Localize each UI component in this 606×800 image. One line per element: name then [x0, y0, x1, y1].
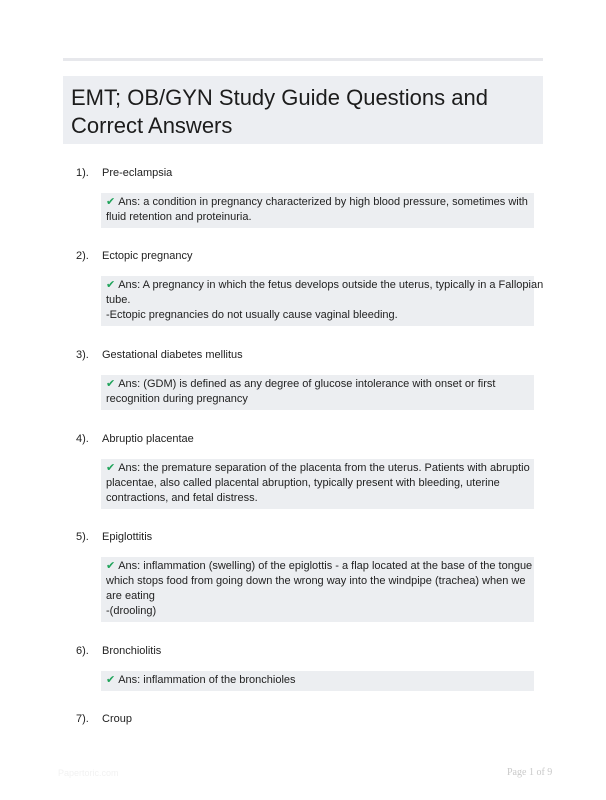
- answer-text: contractions, and fetal distress.: [106, 492, 258, 504]
- title-line: EMT; OB/GYN Study Guide Questions and: [71, 85, 488, 110]
- answer-text: fluid retention and proteinuria.: [106, 211, 252, 223]
- answer-box: [101, 276, 544, 326]
- question-number: 2).: [76, 250, 89, 262]
- qa-item: [76, 349, 536, 410]
- answer-text: Ans: the premature separation of the placenta from the uterus. Patients with abruptio: [118, 462, 530, 474]
- qa-item: [76, 167, 536, 228]
- answer-text: -Ectopic pregnancies do not usually cause vaginal bleeding.: [106, 309, 398, 321]
- answer-text: Ans: inflammation (swelling) of the epiglottis - a flap located at the base of the tongue: [118, 560, 533, 572]
- answer-text: placentae, also called placental abruption, typically present with bleeding, uterine: [106, 477, 500, 489]
- answer-text: Ans: inflammation of the bronchioles: [118, 674, 296, 686]
- question-term: Bronchiolitis: [102, 645, 162, 657]
- question-number: 7).: [76, 713, 89, 725]
- title-line: Correct Answers: [71, 113, 233, 138]
- answer-text: -(drooling): [106, 605, 157, 617]
- question-number: 6).: [76, 645, 89, 657]
- question-term: Ectopic pregnancy: [102, 250, 193, 262]
- question-term: Abruptio placentae: [102, 433, 194, 445]
- question-number: 4).: [76, 433, 89, 445]
- answer-box: [101, 459, 534, 509]
- question-term: Croup: [102, 713, 132, 725]
- question-number: 1).: [76, 167, 89, 179]
- check-icon: ✔: [106, 462, 116, 474]
- question-term: Pre-eclampsia: [102, 167, 173, 179]
- question-term: Gestational diabetes mellitus: [102, 349, 243, 361]
- question-number: 5).: [76, 531, 89, 543]
- check-icon: ✔: [106, 378, 116, 390]
- page-title: [71, 84, 535, 140]
- qa-item: [76, 645, 536, 691]
- answer-text: Ans: a condition in pregnancy characterized by high blood pressure, sometimes with: [118, 196, 528, 208]
- answer-text: recognition during pregnancy: [106, 393, 248, 405]
- answer-box: [101, 375, 534, 410]
- question-term: Epiglottitis: [102, 531, 153, 543]
- answer-text: Ans: (GDM) is defined as any degree of glucose intolerance with onset or first: [118, 378, 496, 390]
- check-icon: ✔: [106, 560, 116, 572]
- answer-text: which stops food from going down the wrong way into the windpipe (trachea) when we: [106, 575, 526, 587]
- check-icon: ✔: [106, 674, 116, 686]
- title-banner: [63, 76, 543, 144]
- answer-text: Ans: A pregnancy in which the fetus develops outside the uterus, typically in a Fallopian: [118, 279, 544, 291]
- answer-text: tube.: [106, 294, 131, 306]
- watermark: Papertoric.com: [58, 768, 119, 778]
- page-number: Page 1 of 9: [507, 767, 553, 778]
- answer-text: are eating: [106, 590, 155, 602]
- answer-box: [101, 671, 534, 691]
- answer-box: [101, 193, 534, 228]
- check-icon: ✔: [106, 279, 116, 291]
- question-number: 3).: [76, 349, 89, 361]
- answer-box: [101, 557, 534, 622]
- qa-item: [76, 713, 536, 731]
- qa-item: [76, 531, 536, 622]
- qa-item: [76, 250, 544, 326]
- qa-item: [76, 433, 536, 509]
- top-divider: [63, 58, 543, 61]
- check-icon: ✔: [106, 196, 116, 208]
